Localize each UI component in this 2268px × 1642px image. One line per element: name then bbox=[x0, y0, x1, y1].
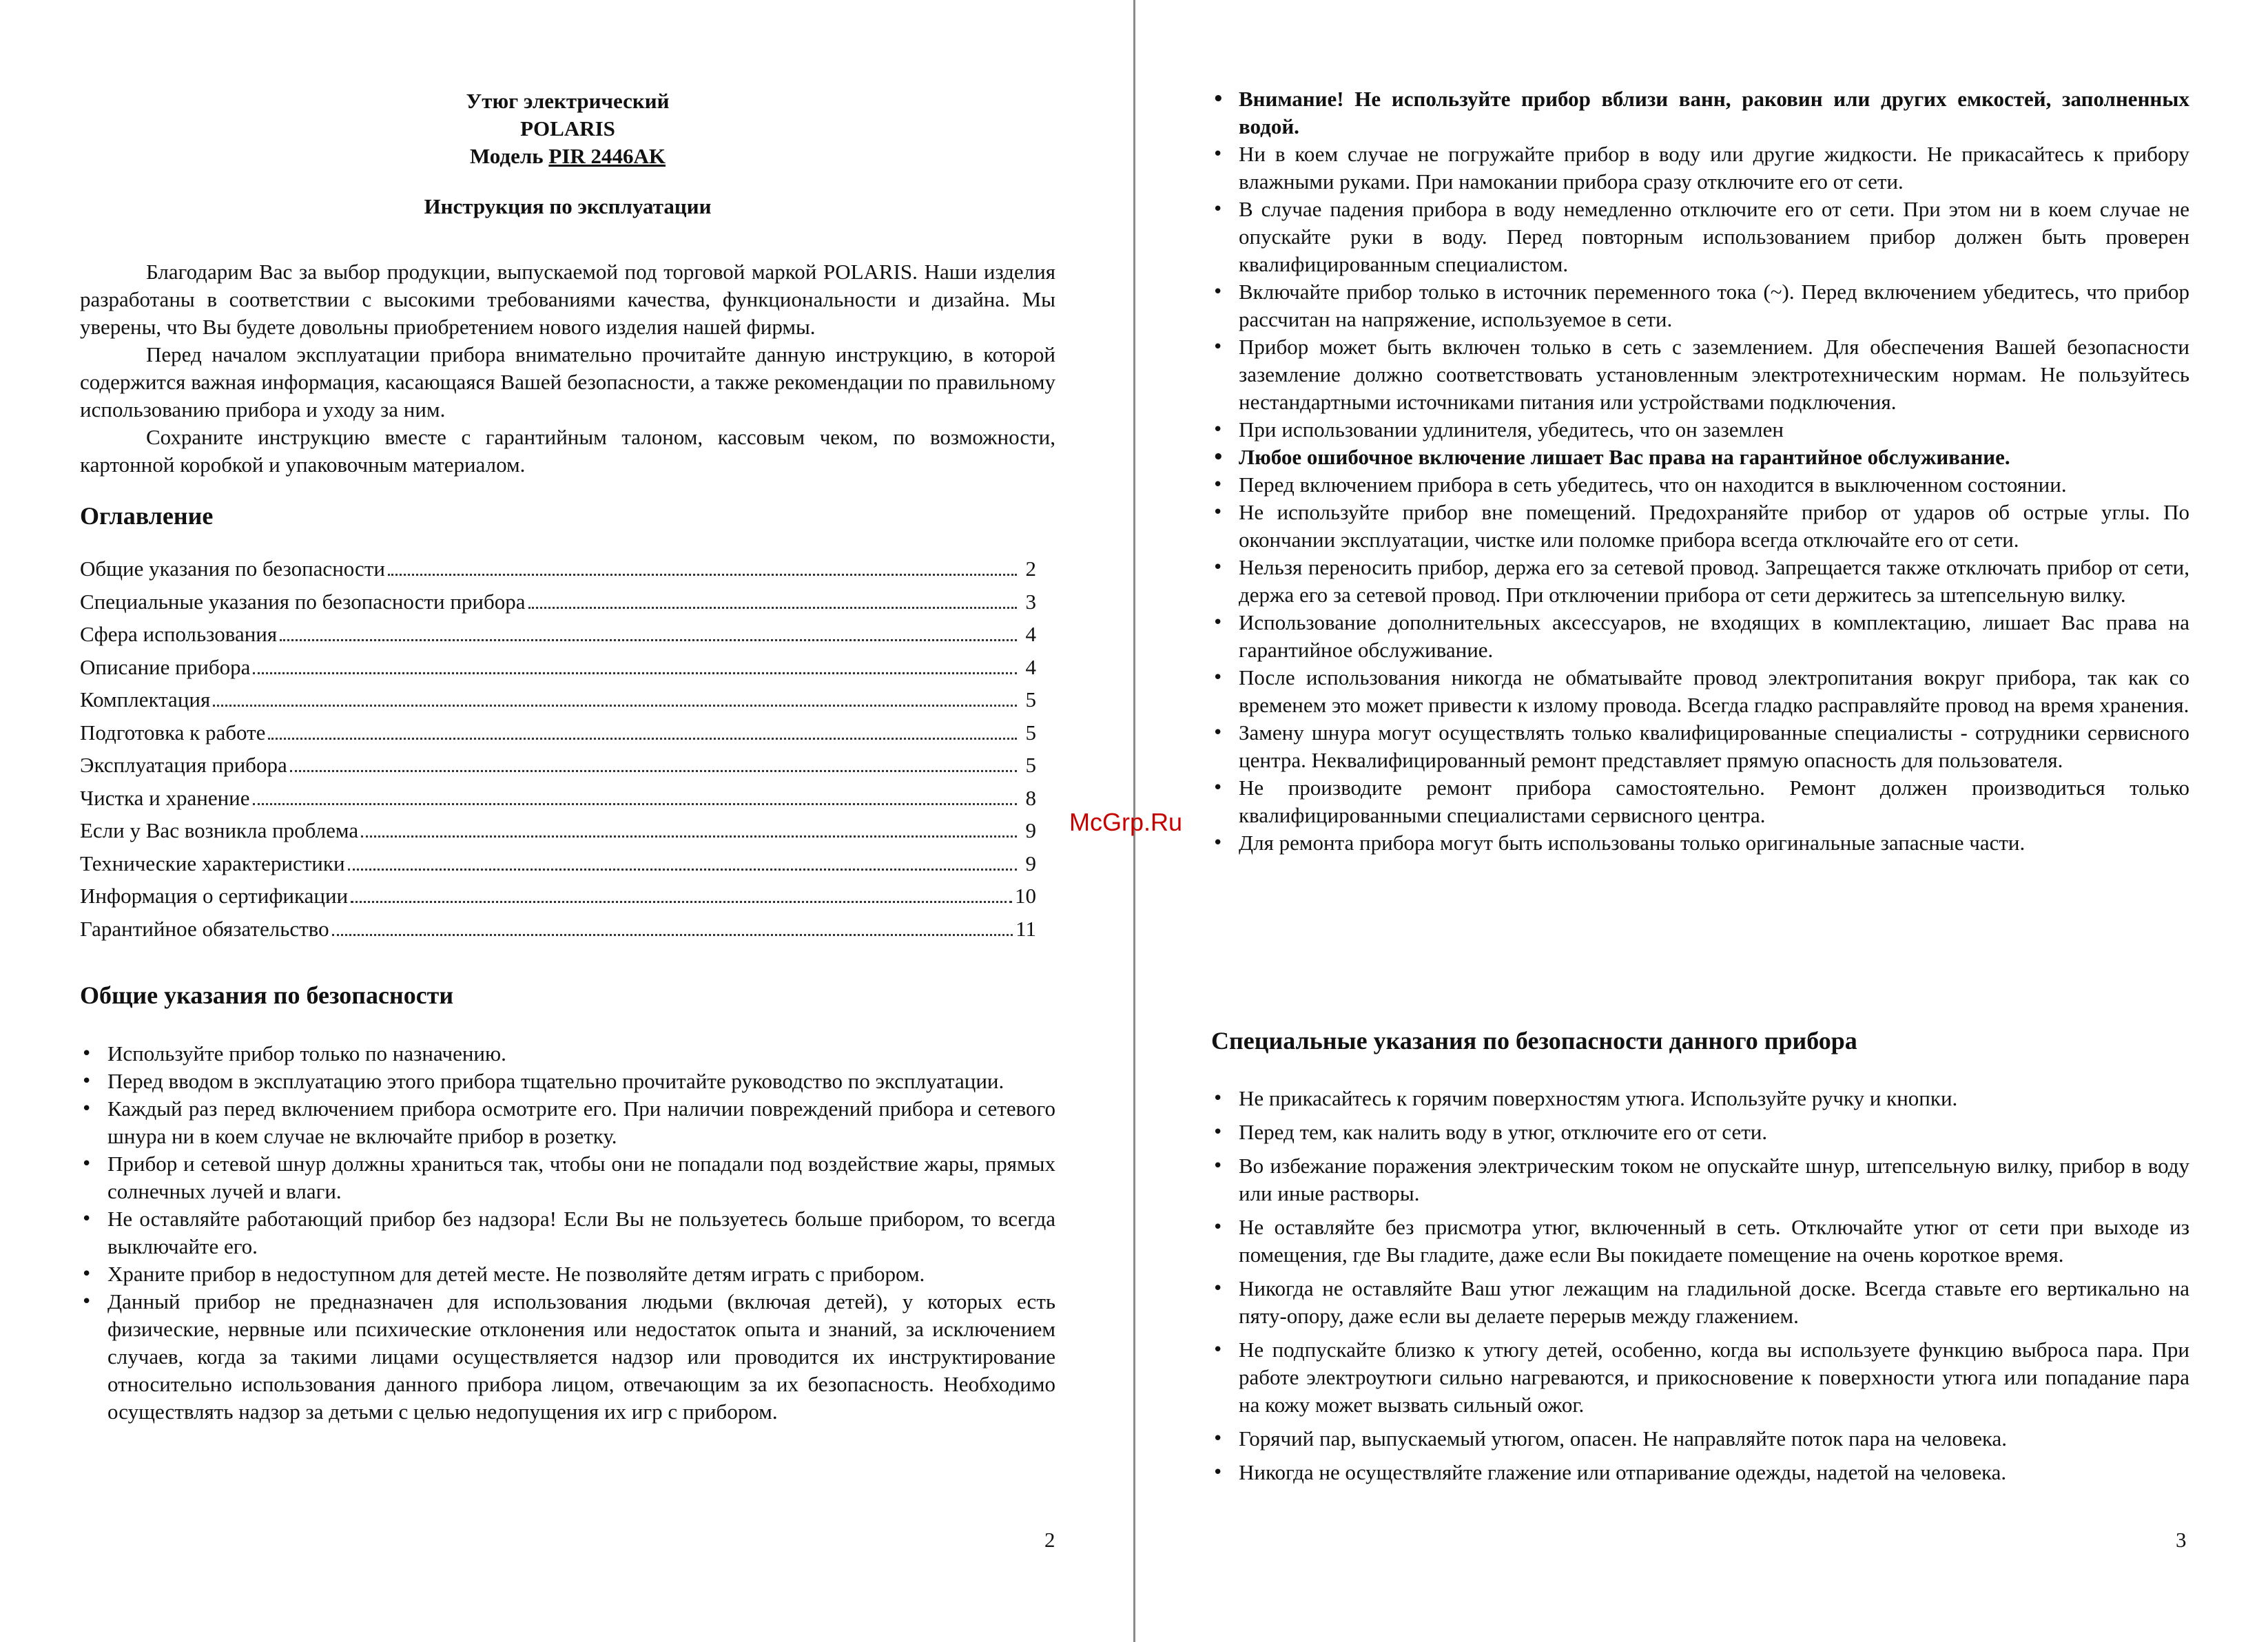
toc-entry[interactable] bbox=[80, 720, 1036, 754]
toc-entry-page: 5 bbox=[1025, 720, 1036, 745]
toc-entry-page: 10 bbox=[1015, 884, 1036, 908]
list-item: • Во избежание поражения электрическим током не опускайте шнур, штепсельную вилку, прибор в воду или иные растворы. bbox=[1211, 1152, 2189, 1207]
toc-entry-label: Технические характеристики bbox=[80, 851, 345, 875]
toc-leader-dots bbox=[253, 672, 1017, 674]
list-item: • Не оставляйте работающий прибор без надзора! Если Вы не пользуетесь больше прибором, то всегда выключайте его. bbox=[80, 1205, 1055, 1260]
toc-entry-label: Специальные указания по безопасности прибора bbox=[80, 589, 526, 614]
list-item: • Ни в коем случае не погружайте прибор в воду или другие жидкости. Не прикасайтесь к прибору влажными руками. При намокании прибора сразу отключите его от сети. bbox=[1211, 141, 2189, 196]
toc-entry-label: Если у Вас возникла проблема bbox=[80, 818, 359, 842]
toc-entry[interactable] bbox=[80, 818, 1036, 851]
toc-leader-dots bbox=[253, 803, 1017, 805]
toc-entry-label: Общие указания по безопасности bbox=[80, 557, 385, 581]
list-item: • Нельзя переносить прибор, держа его за сетевой провод. Запрещается также отключать прибор от сети, держа его за сетевой провод. При отключении прибора от сети держитесь за штепсельную вилку. bbox=[1211, 554, 2189, 609]
toc-heading: Оглавление bbox=[80, 502, 214, 530]
list-item: • Горячий пар, выпускаемый утюгом, опасен. Не направляйте поток пара на человека. bbox=[1211, 1425, 2189, 1453]
toc-entry[interactable] bbox=[80, 557, 1036, 590]
toc-leader-dots bbox=[361, 835, 1017, 838]
intro-paragraph: Сохраните инструкцию вместе с гарантийным талоном, кассовым чеком, по возможности, картонной коробкой и упаковочным материалом. bbox=[80, 425, 1055, 477]
toc-entry[interactable] bbox=[80, 687, 1036, 720]
toc-entry[interactable] bbox=[80, 917, 1036, 950]
list-item: • Для ремонта прибора могут быть использованы только оригинальные запасные части. bbox=[1211, 829, 2189, 857]
toc-entry-page: 2 bbox=[1025, 557, 1036, 581]
list-item-warning: • Любое ошибочное включение лишает Вас права на гарантийное обслуживание. bbox=[1211, 444, 2189, 471]
page-number: 3 bbox=[2176, 1528, 2187, 1552]
toc-leader-dots bbox=[213, 705, 1017, 707]
list-item: • Данный прибор не предназначен для использования людьми (включая детей), у которых есть физические, нервные или психические отклонения или недостаток опыта и знаний, за исключением случаев, когда за такими лицами осуществляется надзор или проводится их инструктирование относительно использования данного прибора лицом, отвечающим за их безопасность. Необходимо осуществлять надзор за детьми с целью недопущения их игр с прибором. bbox=[80, 1288, 1055, 1426]
toc-leader-dots bbox=[268, 738, 1017, 740]
toc-entry-page: 4 bbox=[1025, 622, 1036, 646]
list-item: • Не подпускайте близко к утюгу детей, особенно, когда вы используете функцию выброса пара. При работе электроутюги сильно нагреваются, и прикосновение к поверхности утюга или попадание пара на кожу может вызвать сильный ожог. bbox=[1211, 1336, 2189, 1419]
toc-entry-page: 3 bbox=[1025, 589, 1036, 614]
list-item: • Перед вводом в эксплуатацию этого прибора тщательно прочитайте руководство по эксплуатации. bbox=[80, 1068, 1055, 1095]
toc-entry-page: 11 bbox=[1016, 916, 1036, 941]
general-safety-list bbox=[80, 1040, 1055, 1426]
list-item: • При использовании удлинителя, убедитесь, что он заземлен bbox=[1211, 416, 2189, 444]
toc-entry-label: Комплектация bbox=[80, 687, 211, 711]
list-item: • Не используйте прибор вне помещений. Предохраняйте прибор от ударов об острые углы. По окончании эксплуатации, чистке или поломке прибора всегда отключайте его от сети. bbox=[1211, 499, 2189, 554]
watermark-link[interactable]: McGrp.Ru bbox=[1069, 808, 1183, 836]
general-safety-heading: Общие указания по безопасности bbox=[80, 981, 454, 1009]
intro-paragraph: Перед началом эксплуатации прибора внимательно прочитайте данную инструкцию, в которой содержится важная информация, касающаяся Вашей безопасности, а также рекомендации по правильному использованию прибора и уходу за ним. bbox=[80, 342, 1055, 422]
toc-leader-dots bbox=[332, 934, 1013, 936]
list-item: • Замену шнура могут осуществлять только квалифицированные специалисты - сотрудники сервисного центра. Неквалифицированный ремонт представляет прямую опасность для пользователя. bbox=[1211, 719, 2189, 774]
model-number: PIR 2446AK bbox=[548, 144, 666, 168]
list-item: • Храните прибор в недоступном для детей месте. Не позволяйте детям играть с прибором. bbox=[80, 1260, 1055, 1288]
list-item: • В случае падения прибора в воду немедленно отключите его от сети. При этом ни в коем случае не опускайте руки в воду. Перед повторным использованием прибор должен быть проверен квалифицированным специалистом. bbox=[1211, 196, 2189, 278]
toc-entry-label: Описание прибора bbox=[80, 654, 251, 679]
toc-entry[interactable] bbox=[80, 655, 1036, 688]
toc-entry-page: 5 bbox=[1025, 753, 1036, 777]
toc-entry[interactable] bbox=[80, 851, 1036, 884]
toc-entry-page: 9 bbox=[1025, 818, 1036, 842]
table-of-contents bbox=[80, 557, 1036, 949]
toc-entry[interactable] bbox=[80, 786, 1036, 819]
toc-leader-dots bbox=[388, 574, 1017, 576]
title-line-model bbox=[80, 143, 1055, 170]
toc-entry[interactable] bbox=[80, 884, 1036, 917]
list-item: • Не оставляйте без присмотра утюг, включенный в сеть. Отключайте утюг от сети при выходе из помещения, где Вы гладите, даже если Вы покидаете помещение на очень короткое время. bbox=[1211, 1214, 2189, 1269]
toc-entry-page: 5 bbox=[1025, 687, 1036, 711]
special-safety-list bbox=[1211, 1085, 2189, 1493]
document-title bbox=[80, 87, 1055, 170]
page-3 bbox=[1211, 0, 2189, 1642]
list-item: • Никогда не осуществляйте глажение или отпаривание одежды, надетой на человека. bbox=[1211, 1459, 2189, 1486]
title-line-product: Утюг электрический bbox=[466, 89, 670, 113]
toc-entry-label: Гарантийное обязательство bbox=[80, 916, 329, 941]
toc-leader-dots bbox=[351, 901, 1012, 903]
list-item: • Использование дополнительных аксессуаров, не входящих в комплектацию, лишает Вас права на гарантийное обслуживание. bbox=[1211, 609, 2189, 664]
list-item: • Не производите ремонт прибора самостоятельно. Ремонт должен производиться только квалифицированными специалистами сервисного центра. bbox=[1211, 774, 2189, 829]
model-prefix: Модель bbox=[469, 144, 549, 168]
list-item-warning: • Внимание! Не используйте прибор вблизи ванн, раковин или других емкостей, заполненных водой. bbox=[1211, 85, 2189, 141]
list-item: • Никогда не оставляйте Ваш утюг лежащим на гладильной доске. Всегда ставьте его вертикально на пяту-опору, даже если вы делаете перерыв между глажением. bbox=[1211, 1275, 2189, 1330]
safety-continued-list bbox=[1211, 85, 2189, 857]
list-item: • Перед тем, как налить воду в утюг, отключите его от сети. bbox=[1211, 1119, 2189, 1146]
toc-entry-page: 8 bbox=[1025, 785, 1036, 810]
list-item: • Прибор и сетевой шнур должны храниться так, чтобы они не попадали под воздействие жары, прямых солнечных лучей и влаги. bbox=[80, 1150, 1055, 1205]
document-subtitle: Инструкция по эксплуатации bbox=[424, 194, 712, 218]
list-item: • Включайте прибор только в источник переменного тока (~). Перед включением убедитесь, что прибор рассчитан на напряжение, используемое в сети. bbox=[1211, 278, 2189, 333]
toc-entry[interactable] bbox=[80, 590, 1036, 623]
list-item: • После использования никогда не обматывайте провод электропитания вокруг прибора, так как со временем это может привести к излому провода. Всегда гладко расправляйте провод на время хранения. bbox=[1211, 664, 2189, 719]
list-item: • Каждый раз перед включением прибора осмотрите его. При наличии повреждений прибора и сетевого шнура ни в коем случае не включайте прибор в розетку. bbox=[80, 1095, 1055, 1150]
page-number: 2 bbox=[1044, 1528, 1055, 1552]
toc-entry[interactable] bbox=[80, 753, 1036, 786]
special-safety-heading: Специальные указания по безопасности данного прибора bbox=[1211, 1027, 1857, 1054]
page-2 bbox=[80, 0, 1055, 1642]
toc-leader-dots bbox=[290, 770, 1017, 772]
toc-entry-label: Сфера использования bbox=[80, 622, 278, 646]
toc-entry-page: 4 bbox=[1025, 654, 1036, 679]
toc-leader-dots bbox=[528, 607, 1017, 609]
toc-leader-dots bbox=[348, 869, 1017, 871]
title-line-brand: POLARIS bbox=[520, 116, 615, 141]
intro-text bbox=[80, 258, 1055, 479]
list-item: • Прибор может быть включен только в сеть с заземлением. Для обеспечения Вашей безопасности заземление должно соответствовать установленным электротехническим нормам. Не пользуйтесь нестандартными источниками питания или устройствами подключения. bbox=[1211, 333, 2189, 416]
list-item: • Используйте прибор только по назначению. bbox=[80, 1040, 1055, 1068]
toc-entry-label: Чистка и хранение bbox=[80, 785, 250, 810]
toc-entry[interactable] bbox=[80, 622, 1036, 655]
toc-entry-page: 9 bbox=[1025, 851, 1036, 875]
toc-entry-label: Эксплуатация прибора bbox=[80, 753, 287, 777]
toc-entry-label: Подготовка к работе bbox=[80, 720, 266, 745]
toc-entry-label: Информация о сертификации bbox=[80, 884, 349, 908]
intro-paragraph: Благодарим Вас за выбор продукции, выпускаемой под торговой маркой POLARIS. Наши изделия разработаны в соответствии с высокими требованиями качества, функциональности и дизайна. Мы уверены, что Вы будете довольны приобретением нового изделия нашей фирмы. bbox=[80, 260, 1055, 339]
toc-leader-dots bbox=[280, 639, 1017, 641]
list-item: • Не прикасайтесь к горячим поверхностям утюга. Используйте ручку и кнопки. bbox=[1211, 1085, 2189, 1112]
list-item: • Перед включением прибора в сеть убедитесь, что он находится в выключенном состоянии. bbox=[1211, 471, 2189, 499]
